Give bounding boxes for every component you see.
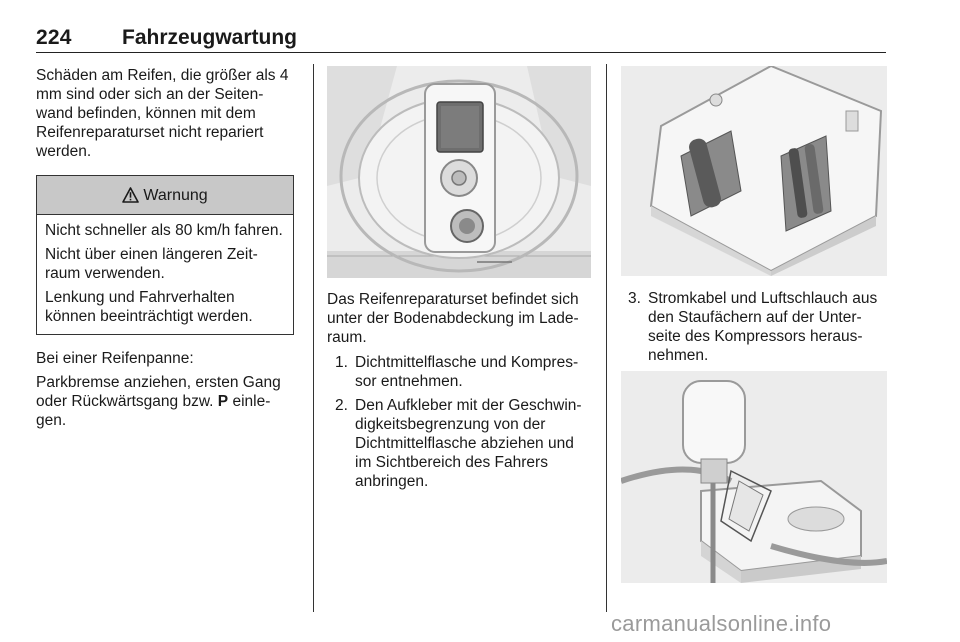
instruction-paragraph xyxy=(36,373,294,430)
warning-triangle-icon xyxy=(122,187,139,203)
step-text: Den Aufkleber mit der Geschwin- digkeitsbegrenzung von der Dichtmittelflasche abziehen und im Sichtbereich des Fahrers anbringen. xyxy=(355,397,582,490)
warning-line: Nicht über einen längeren Zeit- raum verwenden. xyxy=(45,246,258,282)
list-item xyxy=(327,353,591,391)
watermark: carmanualsonline.info xyxy=(611,611,832,636)
step-number: 1. xyxy=(335,354,348,371)
column-left xyxy=(36,66,294,430)
instruction-text: Parkbremse anziehen, ersten Gang oder Rückwärtsgang bzw. xyxy=(36,374,281,410)
trunk-floor-illustration xyxy=(327,66,591,278)
step-text: Stromkabel und Luftschlauch aus den Staufächern auf der Unter- seite des Kompressors heraus- nehmen. xyxy=(648,290,878,364)
warning-box xyxy=(36,175,294,335)
gear-p-label: P xyxy=(217,393,229,410)
page-header xyxy=(36,26,886,53)
list-item xyxy=(621,289,887,365)
step-text: Dichtmittelflasche und Kompres- sor entnehmen. xyxy=(355,354,579,390)
warning-line: Lenkung und Fahrverhalten können beeinträchtigt werden. xyxy=(45,289,253,325)
column-middle xyxy=(327,66,591,496)
compressor-hose-illustration xyxy=(621,371,887,583)
column-divider-1 xyxy=(313,64,314,612)
section-title: Fahrzeugwartung xyxy=(122,26,298,49)
column-divider-2 xyxy=(606,64,607,612)
warning-title: Warnung xyxy=(143,186,208,204)
page-number: 224 xyxy=(36,26,72,49)
column-right xyxy=(621,66,887,583)
steps-list xyxy=(327,353,591,491)
step-number: 3. xyxy=(628,290,641,307)
warning-line: Nicht schneller als 80 km/h fahren. xyxy=(45,222,283,239)
location-paragraph: Das Reifenreparaturset befindet sich unter der Bodenabdeckung im Lade- raum. xyxy=(327,291,579,346)
step-number: 2. xyxy=(335,397,348,414)
flat-tire-heading: Bei einer Reifenpanne: xyxy=(36,350,194,367)
instruction-text-end: einle- gen. xyxy=(36,393,271,429)
compressor-underside-illustration xyxy=(621,66,887,276)
warning-body xyxy=(37,215,293,334)
intro-paragraph: Schäden am Reifen, die größer als 4 mm sind oder sich an der Seiten- wand befinden, können mit dem Reifenreparaturset nicht repariert werden. xyxy=(36,67,289,160)
steps-list xyxy=(621,289,887,365)
warning-header xyxy=(37,176,293,215)
list-item xyxy=(327,396,591,491)
